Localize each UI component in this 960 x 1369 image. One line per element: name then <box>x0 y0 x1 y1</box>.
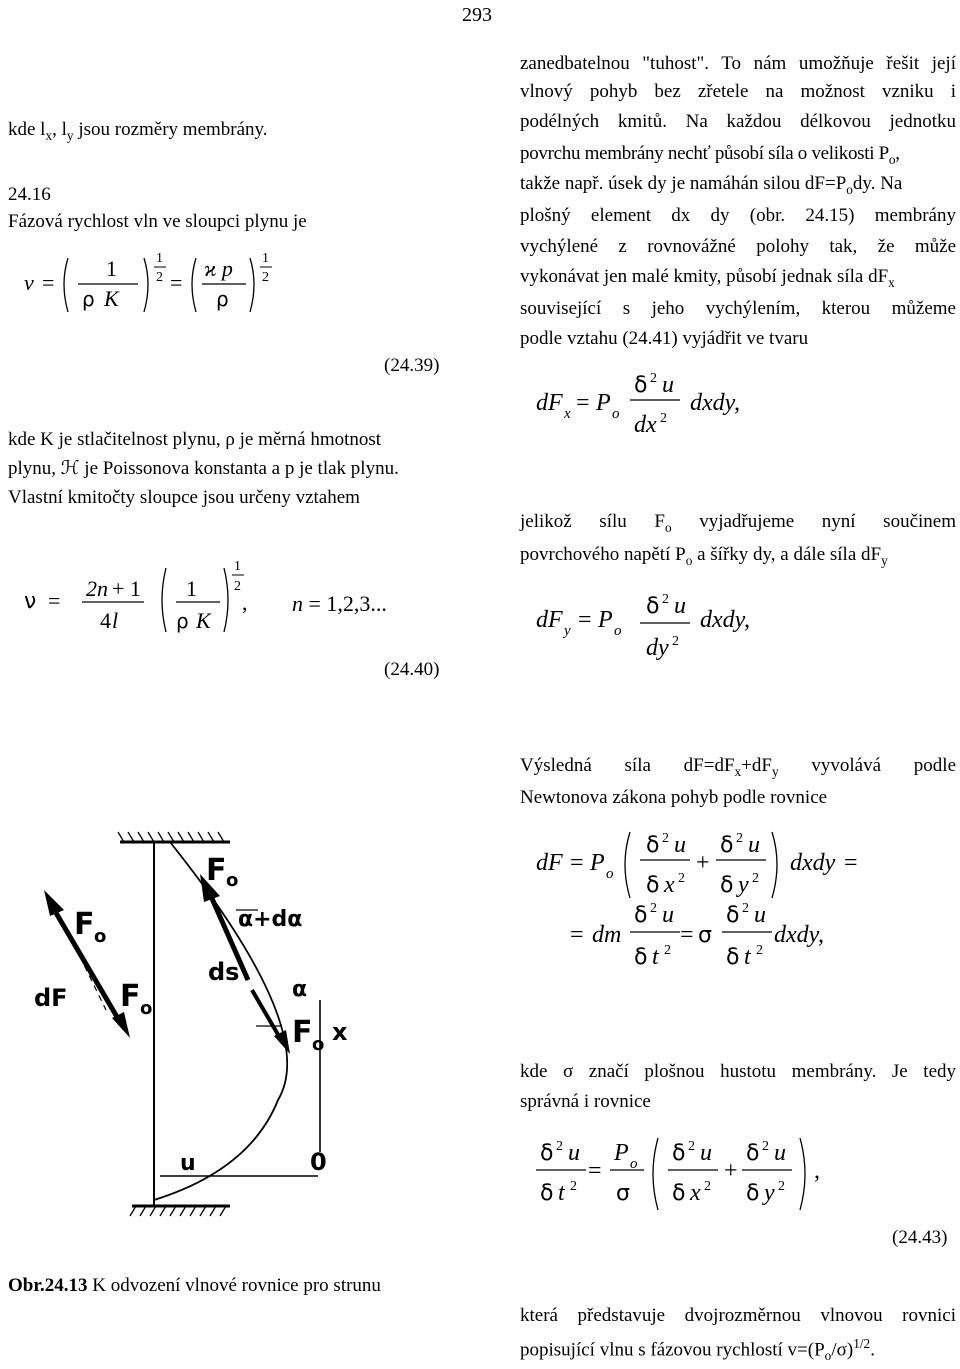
svg-text:P: P <box>614 1140 629 1166</box>
equation-label-24-40: (24.40) <box>384 659 440 680</box>
svg-text:δ: δ <box>634 903 648 928</box>
svg-text:2: 2 <box>650 901 657 916</box>
figure-string-diagram <box>20 830 440 1260</box>
svg-text:=: = <box>576 390 590 416</box>
right-p1-line7: vychýlené z rovnovážné polohy tak, že může <box>520 236 956 257</box>
svg-text:dxdy,: dxdy, <box>690 390 740 416</box>
svg-text:=: = <box>578 607 592 633</box>
equation-dfy <box>530 585 790 665</box>
svg-text:u: u <box>568 1140 580 1166</box>
svg-text:F: F <box>74 907 95 942</box>
svg-text:2: 2 <box>742 901 749 916</box>
svg-text:σ: σ <box>698 923 712 948</box>
right-p1-line1: zanedbatelnou "tuhost". To nám umožňuje řešit její <box>520 53 956 74</box>
left-para2-line3: Vlastní kmitočty sloupce jsou určeny vztahem <box>8 487 360 508</box>
equation-label-24-39: (24.39) <box>384 355 440 376</box>
svg-text:δ: δ <box>720 833 734 858</box>
svg-text:1: 1 <box>262 251 269 266</box>
svg-text:o: o <box>226 870 239 891</box>
equation-label-24-43: (24.43) <box>892 1227 948 1248</box>
equation-24-39 <box>20 240 280 330</box>
right-p1-line8: vykonávat jen malé kmity, působí jednak síla $dF_x$ <box>520 266 895 290</box>
svg-text:ν: ν <box>24 589 37 614</box>
left-para2-line2: plynu, ℋ je Poissonova konstanta a p je tlak plynu. <box>8 458 399 479</box>
svg-text:δ: δ <box>634 373 648 398</box>
svg-text:2: 2 <box>736 831 743 846</box>
svg-text:2: 2 <box>762 1139 769 1154</box>
svg-text:4: 4 <box>100 608 111 633</box>
equation-24-43 <box>530 1124 830 1214</box>
equation-newton <box>530 818 870 978</box>
svg-text:2: 2 <box>556 1139 563 1154</box>
svg-text:σ: σ <box>616 1181 630 1206</box>
svg-text:dxdy: dxdy <box>790 850 836 876</box>
svg-text:δ: δ <box>540 1141 554 1166</box>
svg-text:u: u <box>748 832 760 858</box>
svg-text:=: = <box>570 850 584 876</box>
svg-text:dxdy,: dxdy, <box>774 922 824 948</box>
svg-text:F: F <box>120 979 141 1014</box>
svg-text:,: , <box>242 590 248 615</box>
svg-text:K: K <box>104 286 119 311</box>
svg-text:2: 2 <box>262 270 269 285</box>
svg-text:δ: δ <box>726 945 740 970</box>
svg-text:x: x <box>690 1180 701 1206</box>
svg-text:α: α <box>292 977 308 1002</box>
right-p1-line2: vlnový pohyb bez zřetele na možnost vzniku i <box>520 81 956 102</box>
svg-text:2n: 2n <box>86 576 108 601</box>
label-fo-top: F <box>206 853 227 888</box>
svg-text:o: o <box>140 998 153 1019</box>
figure-caption: Obr.24.13 K odvození vlnové rovnice pro strunu <box>8 1275 381 1296</box>
svg-text:+: + <box>724 1158 738 1184</box>
svg-text:+: + <box>696 850 710 876</box>
svg-text:dy: dy <box>646 635 669 661</box>
svg-text:P: P <box>598 607 613 633</box>
svg-text:δ: δ <box>634 945 648 970</box>
svg-text:α+dα: α+dα <box>238 907 303 932</box>
right-p2-line2: povrchového napětí $P_o$ a šířky dy, a dále síla $dF_y$ <box>520 544 888 568</box>
svg-text:o: o <box>94 926 107 947</box>
svg-text:,: , <box>814 1158 820 1184</box>
svg-text:1: 1 <box>234 559 241 574</box>
svg-text:dF: dF <box>34 984 68 1012</box>
svg-text:u: u <box>674 593 686 619</box>
svg-text:y: y <box>738 872 749 898</box>
svg-text:y: y <box>764 1180 775 1206</box>
svg-text:v: v <box>24 270 34 295</box>
svg-text:2: 2 <box>756 943 763 958</box>
svg-text:dF: dF <box>536 390 563 416</box>
svg-text:1: 1 <box>106 256 117 281</box>
svg-text:P: P <box>596 390 611 416</box>
svg-text:+ 1: + 1 <box>112 576 141 601</box>
svg-text:2: 2 <box>688 1139 695 1154</box>
right-p3-line2: Newtonova zákona pohyb podle rovnice <box>520 787 828 808</box>
page-number: 293 <box>462 4 492 26</box>
svg-text:2: 2 <box>570 1179 577 1194</box>
svg-text:1: 1 <box>186 576 197 601</box>
svg-text:x: x <box>332 1018 348 1046</box>
section-number: 24.16 <box>8 184 51 205</box>
svg-text:o: o <box>612 406 620 422</box>
svg-text:2: 2 <box>778 1179 785 1194</box>
svg-text:2: 2 <box>678 871 685 886</box>
right-p1-line5: takže např. úsek dy je namáhán silou $dF=P_ody$. Na <box>520 173 903 197</box>
equation-dfx <box>530 368 790 448</box>
svg-text:dx: dx <box>634 412 657 438</box>
svg-text:ρ: ρ <box>176 609 189 633</box>
svg-text:δ: δ <box>672 1141 686 1166</box>
svg-text:u: u <box>774 1140 786 1166</box>
svg-text:=: = <box>48 588 61 613</box>
svg-text:1: 1 <box>156 251 163 266</box>
svg-text:2: 2 <box>704 1179 711 1194</box>
svg-text:t: t <box>652 944 659 970</box>
svg-text:u: u <box>662 372 674 398</box>
svg-text:ds: ds <box>208 958 240 986</box>
left-para2-line1: kde K je stlačitelnost plynu, ρ je měrná hmotnost <box>8 429 382 450</box>
svg-text:u: u <box>674 832 686 858</box>
svg-text:=: = <box>570 922 584 948</box>
svg-text:ϰ p: ϰ p <box>204 256 233 281</box>
svg-text:2: 2 <box>234 579 241 594</box>
svg-text:δ: δ <box>672 1181 686 1206</box>
svg-text:2: 2 <box>156 270 163 285</box>
right-p1-line3: podélných kmitů. Na každou délkovou jednotku <box>520 111 956 132</box>
svg-text:o: o <box>606 866 614 882</box>
svg-text:=: = <box>844 850 858 876</box>
svg-text:2: 2 <box>672 634 679 649</box>
right-p1-line6: plošný element dx dy (obr. 24.15) membrány <box>520 205 956 226</box>
svg-text:o: o <box>630 1156 638 1172</box>
svg-text:y: y <box>564 623 571 639</box>
right-p1-line4: povrchu membrány nechť působí síla o velikosti $P_o$, <box>520 143 900 167</box>
svg-text:t: t <box>558 1180 565 1206</box>
svg-text:K: K <box>196 608 211 633</box>
svg-text:=: = <box>170 270 183 295</box>
svg-text:l: l <box>112 608 119 633</box>
svg-text:dF: dF <box>536 850 563 876</box>
svg-text:δ: δ <box>720 873 734 898</box>
svg-text:δ: δ <box>540 1181 554 1206</box>
left-line-dimensions: kde $l_x$, $l_y$ jsou rozměry membrány. <box>8 119 268 143</box>
svg-text:δ: δ <box>646 833 660 858</box>
section-text: Fázová rychlost vln ve sloupci plynu je <box>8 211 307 232</box>
svg-text:2: 2 <box>752 871 759 886</box>
svg-text:=: = <box>588 1158 602 1184</box>
right-p1-line10: podle vztahu (24.41) vyjádřit ve tvaru <box>520 328 809 349</box>
svg-text:dxdy,: dxdy, <box>700 607 750 633</box>
right-p2-line1: jelikož sílu $F_o$ vyjadřujeme nyní součinem <box>520 511 956 535</box>
svg-text:dF: dF <box>536 607 563 633</box>
svg-text:u: u <box>662 902 674 928</box>
svg-text:ρ: ρ <box>216 287 229 311</box>
svg-text:δ: δ <box>726 903 740 928</box>
svg-text:=: = <box>42 270 55 295</box>
svg-text:o: o <box>312 1034 325 1055</box>
right-p1-line9: související s jeho vychýlením, kterou můžeme <box>520 298 956 319</box>
svg-text:δ: δ <box>646 594 660 619</box>
right-p4-line1: kde σ značí plošnou hustotu membrány. Je tedy <box>520 1061 956 1082</box>
svg-text:2: 2 <box>662 831 669 846</box>
equation-24-40-n: n = 1,2,3... <box>292 591 387 616</box>
right-p5-line2: popisující vlnu s fázovou rychlostí $v=(P_o/\sigma)^{1/2}$. <box>520 1336 875 1364</box>
svg-text:δ: δ <box>746 1141 760 1166</box>
svg-text:x: x <box>664 872 675 898</box>
svg-text:u: u <box>754 902 766 928</box>
svg-text:2: 2 <box>650 371 657 386</box>
svg-text:2: 2 <box>662 592 669 607</box>
svg-text:ρ: ρ <box>82 287 95 311</box>
svg-text:F: F <box>292 1015 313 1050</box>
svg-text:=: = <box>680 922 694 948</box>
svg-text:δ: δ <box>746 1181 760 1206</box>
svg-text:2: 2 <box>660 411 667 426</box>
right-p3-line1: Výsledná síla $dF=dF_x+dF_y$ vyvolává podle <box>520 755 956 779</box>
right-p5-line1: která představuje dvojrozměrnou vlnovou rovnici <box>520 1305 956 1326</box>
svg-text:u: u <box>700 1140 712 1166</box>
svg-text:x: x <box>564 406 571 422</box>
svg-text:0: 0 <box>310 1148 327 1176</box>
svg-text:o: o <box>614 623 622 639</box>
right-p4-line2: správná i rovnice <box>520 1091 651 1112</box>
svg-text:2: 2 <box>664 943 671 958</box>
svg-text:P: P <box>590 850 605 876</box>
svg-text:t: t <box>744 944 751 970</box>
svg-text:u: u <box>180 1151 196 1176</box>
svg-text:dm: dm <box>592 922 622 948</box>
svg-text:δ: δ <box>646 873 660 898</box>
